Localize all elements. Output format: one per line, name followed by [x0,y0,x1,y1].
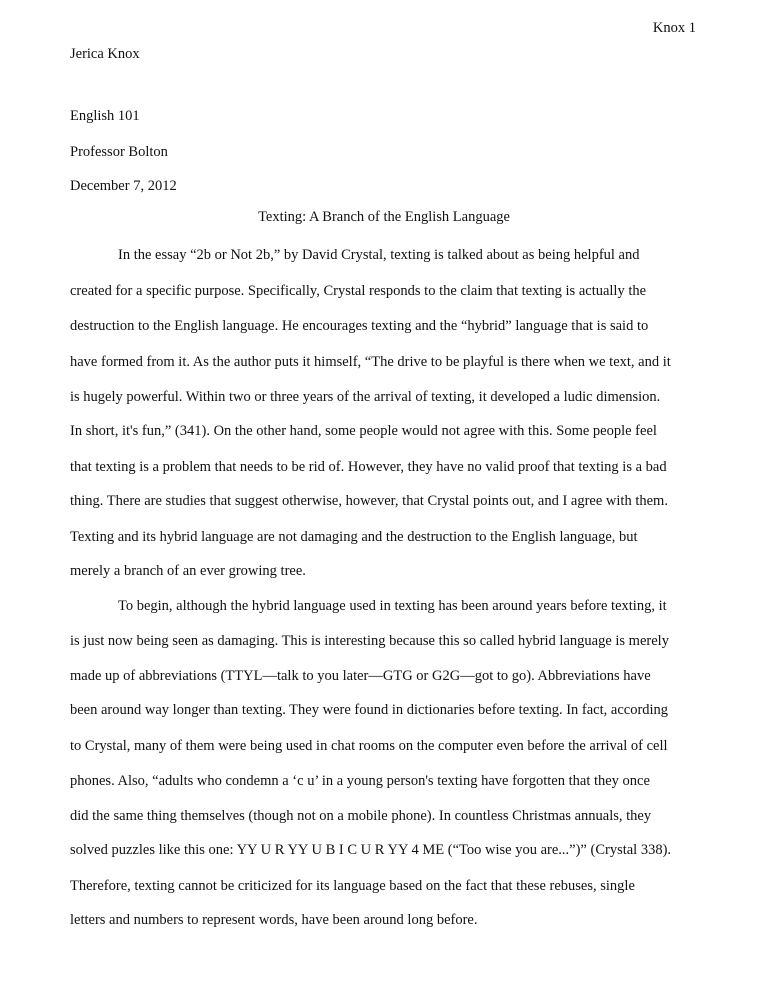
paragraph-line: merely a branch of an ever growing tree. [70,563,306,579]
paragraph-line: that texting is a problem that needs to be rid of. However, they have no valid proof that texting is a bad [70,459,667,475]
paragraph-line: To begin, although the hybrid language used in texting has been around years before texting, it [118,598,667,614]
paragraph-line: thing. There are studies that suggest otherwise, however, that Crystal points out, and I agree with them. [70,493,668,509]
running-head: Knox 1 [652,20,696,36]
professor-name: Professor Bolton [70,144,168,160]
paragraph-line: Therefore, texting cannot be criticized for its language based on the fact that these rebuses, single [70,878,635,894]
paragraph-line: Texting and its hybrid language are not damaging and the destruction to the English language, but [70,529,638,545]
paragraph-line: made up of abbreviations (TTYL—talk to you later—GTG or G2G—got to go). Abbreviations have [70,668,651,684]
paragraph-line: letters and numbers to represent words, have been around long before. [70,912,478,928]
paragraph-line: solved puzzles like this one: YY U R YY U B I C U R YY 4 ME (“Too wise you are...”)” (Crystal 338). [70,842,672,858]
paragraph-line: did the same thing themselves (though not on a mobile phone). In countless Christmas annuals, they [70,808,652,824]
paragraph-line: phones. Also, “adults who condemn a ‘c u’ in a young person's texting have forgotten that they once [70,773,650,789]
paragraph-line: created for a specific purpose. Specifically, Crystal responds to the claim that texting is actually the [70,283,647,299]
paragraph-line: is just now being seen as damaging. This is interesting because this so called hybrid language is merely [70,633,669,649]
author-name: Jerica Knox [70,46,140,62]
paragraph-line: been around way longer than texting. They were found in dictionaries before texting. In fact, according [70,702,669,718]
document-date: December 7, 2012 [70,178,177,194]
paragraph-line: destruction to the English language. He encourages texting and the “hybrid” language that is said to [70,318,649,334]
paragraph-line: is hugely powerful. Within two or three years of the arrival of texting, it developed a ludic dimension. [70,389,661,405]
paragraph-line: In short, it's fun,” (341). On the other hand, some people would not agree with this. Some people feel [70,423,657,439]
paragraph-line: In the essay “2b or Not 2b,” by David Crystal, texting is talked about as being helpful and [118,247,640,263]
paragraph-line: to Crystal, many of them were being used in chat rooms on the computer even before the arrival of cell [70,738,668,754]
paragraph-line: have formed from it. As the author puts it himself, “The drive to be playful is there when we text, and it [70,354,671,370]
essay-title: Texting: A Branch of the English Language [258,209,510,225]
course-name: English 101 [70,108,140,124]
